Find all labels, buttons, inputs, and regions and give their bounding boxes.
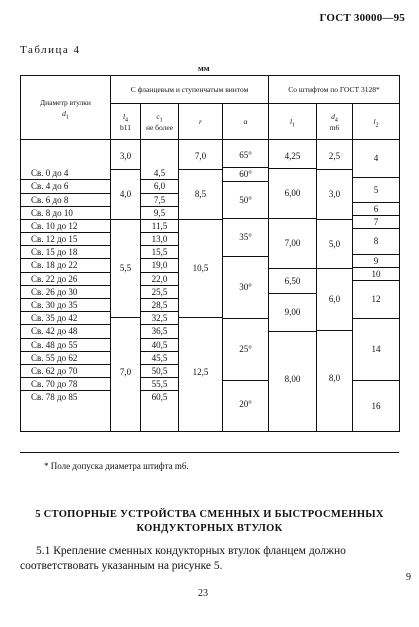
c1-value: 50,5 — [141, 365, 178, 378]
list-item: Св. 70 до 78 — [21, 378, 110, 391]
list-item: Св. 55 до 62 — [21, 352, 110, 365]
list-item: Св. 10 до 12 — [21, 220, 110, 233]
list-item: Св. 4 до 6 — [21, 180, 110, 193]
c1-value: 4,5 — [141, 167, 178, 180]
d4-value: 6,0 — [317, 269, 352, 331]
r-value: 10,5 — [179, 220, 222, 319]
l2-value: 8 — [353, 229, 399, 254]
r-value: 7,0 — [179, 144, 222, 169]
paragraph — [20, 544, 401, 574]
list-item: Св. 62 до 70 — [21, 365, 110, 378]
l1-value: 4,25 — [269, 144, 316, 169]
alpha-value: 25° — [223, 319, 268, 381]
footnote: * Поле допуска диаметра штифта m6. — [44, 461, 189, 471]
l4-value: 5,5 — [111, 220, 140, 319]
l2-value: 4 — [353, 140, 399, 178]
c1-value: 9,5 — [141, 207, 178, 220]
c1-value: 22,0 — [141, 273, 178, 286]
d4-value: 5,0 — [317, 220, 352, 270]
list-item: Св. 15 до 18 — [21, 246, 110, 259]
alpha-value: 65° — [223, 143, 268, 168]
l1-value: 9,00 — [269, 294, 316, 332]
l2-value: 10 — [353, 268, 399, 281]
alpha-value: 50° — [223, 182, 268, 220]
l2-value: 16 — [371, 400, 381, 411]
list-item: Св. 26 до 30 — [21, 286, 110, 299]
l1-value: 6,00 — [269, 169, 316, 219]
c1-value: 7,5 — [141, 194, 178, 207]
l4-value: 4,0 — [111, 170, 140, 220]
l2-value: 14 — [353, 319, 399, 381]
header-l1: $l_1$ — [269, 104, 317, 140]
alpha-value: 20° — [239, 398, 252, 409]
page-number: 23 — [198, 588, 208, 599]
list-item: Св. 8 до 10 — [21, 207, 110, 220]
l2-value: 12 — [353, 281, 399, 319]
l2-value: 7 — [353, 216, 399, 229]
c1-value: 11,5 — [141, 220, 178, 233]
alpha-column — [223, 140, 269, 432]
unit-label: мм — [198, 63, 210, 73]
l2-value: 5 — [353, 178, 399, 203]
section-heading-line: 5 СТОПОРНЫЕ УСТРОЙСТВА СМЕННЫХ И БЫСТРОСМЕННЫХ — [35, 509, 384, 520]
c1-value: 60,5 — [151, 392, 168, 403]
r-column — [179, 140, 223, 432]
paragraph-line: 5.1 Крепление сменных кондукторных втулок фланцем должно — [36, 545, 346, 557]
header-diameter: Диаметр втулки $d_1$ — [21, 76, 111, 140]
diameter-column — [21, 140, 111, 432]
section-heading — [20, 508, 399, 536]
header-flange-group: С фланцевым и ступенчатым винтом — [111, 76, 269, 104]
list-item: Св. 78 до 85 — [31, 392, 78, 403]
l1-value: 7,00 — [269, 219, 316, 269]
l4-value: 3,0 — [111, 144, 140, 169]
c1-value: 55,5 — [141, 378, 178, 391]
d4-column — [317, 140, 353, 432]
footnote-divider — [20, 452, 399, 453]
list-item: Св. 18 до 22 — [21, 259, 110, 272]
header-l4: $l_4$ b11 — [111, 104, 141, 140]
d4-value: 8,0 — [328, 373, 341, 384]
l1-value: 8,00 — [284, 373, 301, 384]
alpha-value: 30° — [223, 257, 268, 319]
l1-column — [269, 140, 317, 432]
document-header: ГОСТ 30000—95 — [319, 12, 405, 24]
l4-column — [111, 140, 141, 432]
c1-value: 40,5 — [141, 339, 178, 352]
c1-value: 19,0 — [141, 259, 178, 272]
l2-value: 6 — [353, 203, 399, 216]
c1-value: 32,5 — [141, 312, 178, 325]
l4-value: 7,0 — [119, 367, 132, 378]
c1-value: 45,5 — [141, 352, 178, 365]
header-c1: $c_1$ не более — [141, 104, 179, 140]
header-l2: $l_2$ — [353, 104, 400, 140]
header-d4: $d_4$ m6 — [317, 104, 353, 140]
l1-value: 6,50 — [269, 269, 316, 294]
d4-value: 3,0 — [317, 170, 352, 220]
header-pin-group: Со штифтом по ГОСТ 3128* — [269, 76, 400, 104]
r-value: 8,5 — [179, 170, 222, 220]
header-alpha: α — [223, 104, 269, 140]
list-item: Св. 35 до 42 — [21, 312, 110, 325]
table-title: Таблица 4 — [20, 44, 81, 56]
list-item: Св. 42 до 48 — [21, 325, 110, 338]
spec-table — [20, 75, 400, 432]
c1-value: 28,5 — [141, 299, 178, 312]
l2-column — [353, 140, 400, 432]
list-item: Св. 22 до 26 — [21, 273, 110, 286]
alpha-value: 35° — [223, 219, 268, 257]
c1-value: 25,5 — [141, 286, 178, 299]
c1-value: 36,5 — [141, 325, 178, 338]
r-value: 12,5 — [192, 367, 209, 378]
d4-value: 2,5 — [317, 144, 352, 169]
list-item: Св. 6 до 8 — [21, 194, 110, 207]
c1-value: 15,5 — [141, 246, 178, 259]
header-r: r — [179, 104, 223, 140]
list-item: Св. 0 до 4 — [21, 167, 110, 180]
list-item: Св. 48 до 55 — [21, 339, 110, 352]
l2-value: 9 — [353, 255, 399, 268]
c1-value: 13,0 — [141, 233, 178, 246]
alpha-value: 60° — [223, 168, 268, 181]
list-item: Св. 30 до 35 — [21, 299, 110, 312]
corner-number: 9 — [406, 572, 411, 583]
c1-column — [141, 140, 179, 432]
c1-value: 6,0 — [141, 180, 178, 193]
section-heading-line: КОНДУКТОРНЫХ ВТУЛОК — [136, 523, 283, 534]
paragraph-line: соответствовать указанным на рисунке 5. — [20, 560, 223, 572]
list-item: Св. 12 до 15 — [21, 233, 110, 246]
